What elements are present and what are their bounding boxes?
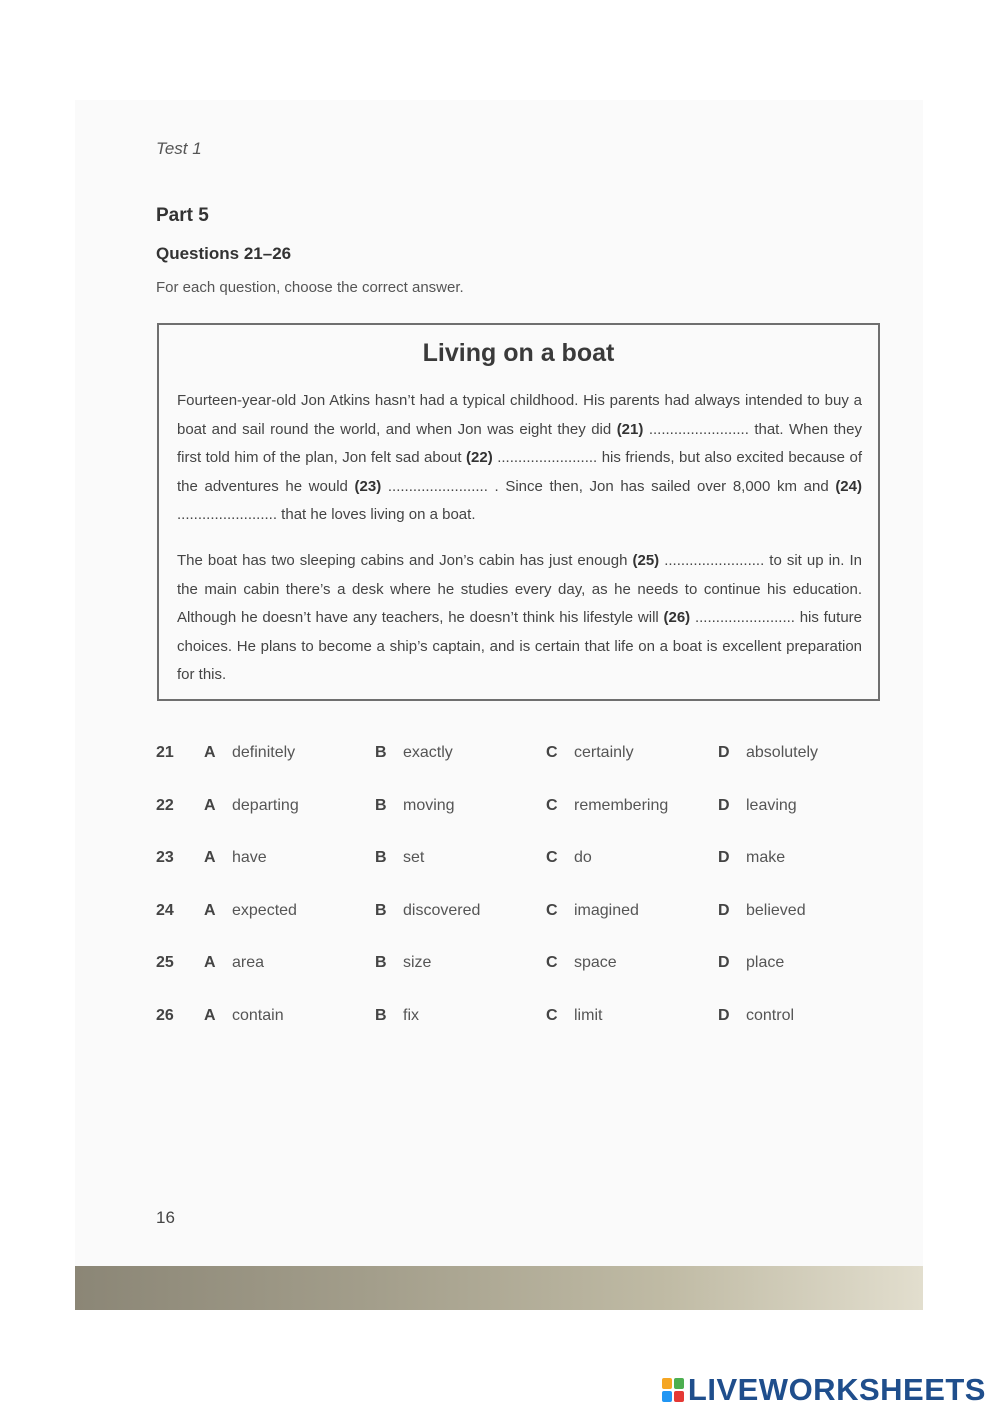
option-a[interactable]	[204, 954, 264, 972]
passage-paragraph-2	[177, 547, 862, 690]
option-a[interactable]	[204, 849, 267, 867]
question-row-26	[156, 1001, 876, 1054]
option-letter: B	[375, 1006, 387, 1024]
passage-box	[157, 323, 880, 701]
liveworksheets-icon	[662, 1378, 684, 1402]
option-text: departing	[232, 796, 299, 814]
option-text: imagined	[574, 901, 639, 919]
passage-text: ........................ that. When they first told him of the plan, Jon felt sad about	[177, 420, 862, 466]
option-letter: C	[546, 954, 558, 971]
option-d[interactable]	[718, 797, 797, 815]
question-row-25	[156, 948, 876, 1001]
option-letter: D	[718, 1006, 730, 1024]
test-label: Test 1	[156, 139, 202, 158]
option-text: leaving	[746, 796, 797, 814]
question-row-23	[156, 843, 876, 896]
answer-options	[156, 738, 876, 1053]
option-a[interactable]	[204, 902, 297, 920]
instructions: For each question, choose the correct answer.	[156, 279, 464, 296]
question-number: 24	[156, 901, 174, 919]
question-number: 21	[156, 744, 174, 761]
passage-paragraph-1	[177, 387, 862, 530]
option-letter: D	[718, 901, 730, 919]
option-text: discovered	[403, 901, 481, 919]
question-row-21	[156, 738, 876, 791]
option-a[interactable]	[204, 1007, 284, 1025]
option-letter: C	[546, 744, 558, 761]
option-a[interactable]	[204, 744, 295, 762]
option-b[interactable]	[375, 1007, 419, 1025]
option-text: absolutely	[746, 744, 819, 761]
option-letter: D	[718, 849, 730, 866]
option-text: believed	[746, 901, 806, 919]
passage-text: ........................ . Since then, Jon has sailed over 8,000 km and	[381, 477, 836, 495]
option-text: exactly	[403, 744, 453, 761]
option-text: place	[746, 954, 785, 971]
option-text: expected	[232, 901, 297, 919]
option-letter: C	[546, 1006, 558, 1024]
option-text: size	[403, 954, 432, 971]
option-letter: C	[546, 849, 558, 866]
option-text: moving	[403, 796, 455, 814]
option-text: remembering	[574, 796, 669, 814]
option-text: control	[746, 1006, 795, 1024]
option-letter: B	[375, 796, 387, 814]
question-number: 22	[156, 796, 174, 814]
option-d[interactable]	[718, 849, 785, 867]
page-number: 16	[156, 1208, 175, 1227]
option-letter: A	[204, 901, 216, 919]
option-letter: A	[204, 796, 216, 814]
option-letter: C	[546, 796, 558, 814]
option-text: fix	[403, 1006, 419, 1024]
passage-title: Living on a boat	[422, 339, 615, 367]
gap-number: (23)	[354, 477, 382, 495]
gap-number: (24)	[835, 477, 862, 495]
option-letter: A	[204, 849, 216, 866]
option-d[interactable]	[718, 1007, 794, 1025]
option-text: do	[574, 849, 592, 866]
gap-number: (25)	[632, 552, 660, 569]
option-text: space	[574, 954, 617, 971]
option-text: limit	[574, 1006, 603, 1024]
passage-text: ........................ to sit up in. In the main cabin there’s a desk where he studies every day, as he needs to continue his education. Although he doesn’t have any teachers, he doesn’t think his lifestyle will	[177, 552, 862, 626]
option-letter: A	[204, 1006, 216, 1024]
option-text: have	[232, 849, 267, 866]
option-c[interactable]	[546, 902, 639, 920]
option-b[interactable]	[375, 849, 424, 867]
option-text: set	[403, 849, 425, 866]
option-text: area	[232, 954, 265, 971]
option-letter: D	[718, 744, 730, 761]
option-c[interactable]	[546, 1007, 602, 1025]
option-text: contain	[232, 1006, 284, 1024]
footer-band	[75, 1266, 923, 1310]
option-letter: D	[718, 954, 730, 971]
gap-number: (26)	[663, 609, 691, 626]
option-b[interactable]	[375, 744, 453, 762]
option-letter: B	[375, 954, 387, 971]
option-b[interactable]	[375, 954, 431, 972]
option-letter: A	[204, 954, 216, 971]
part-title: Part 5	[156, 205, 209, 226]
option-letter: B	[375, 744, 387, 761]
question-number: 25	[156, 954, 174, 971]
brand-name: LIVEWORKSHEETS	[687, 1372, 986, 1407]
gap-number: (21)	[616, 420, 644, 438]
option-c[interactable]	[546, 954, 617, 972]
option-letter: C	[546, 901, 558, 919]
passage-text: ........................ his future choices. He plans to become a ship’s captain, and is certain that life on a boat is excellent preparation for this.	[177, 609, 863, 683]
option-letter: B	[375, 849, 387, 866]
option-letter: B	[375, 901, 387, 919]
gap-number: (22)	[466, 449, 493, 466]
option-d[interactable]	[718, 902, 806, 920]
question-row-24	[156, 896, 876, 949]
passage-text: ........................ that he loves living on a boat.	[177, 506, 476, 523]
option-a[interactable]	[204, 797, 299, 815]
option-d[interactable]	[718, 954, 784, 972]
question-number: 23	[156, 849, 174, 866]
option-letter: D	[718, 796, 730, 814]
option-b[interactable]	[375, 902, 480, 920]
option-c[interactable]	[546, 744, 634, 762]
option-b[interactable]	[375, 797, 455, 815]
brand-logo	[662, 1370, 986, 1410]
option-c[interactable]	[546, 797, 668, 815]
questions-range: Questions 21–26	[156, 244, 292, 263]
question-row-22	[156, 791, 876, 844]
option-c[interactable]	[546, 849, 592, 867]
option-text: certainly	[574, 744, 634, 761]
passage-text: Fourteen-year-old Jon Atkins hasn’t had a typical childhood. His parents had always intended to buy a boat and sail round the world, and when Jon was eight they did	[177, 392, 862, 438]
option-d[interactable]	[718, 744, 818, 762]
option-text: definitely	[232, 744, 296, 761]
passage-text: The boat has two sleeping cabins and Jon’s cabin has just enough	[177, 552, 633, 569]
option-text: make	[746, 849, 786, 866]
option-letter: A	[204, 744, 216, 761]
passage-text: ........................ his friends, but also excited because of the adventures he would	[177, 449, 863, 495]
question-number: 26	[156, 1006, 174, 1024]
